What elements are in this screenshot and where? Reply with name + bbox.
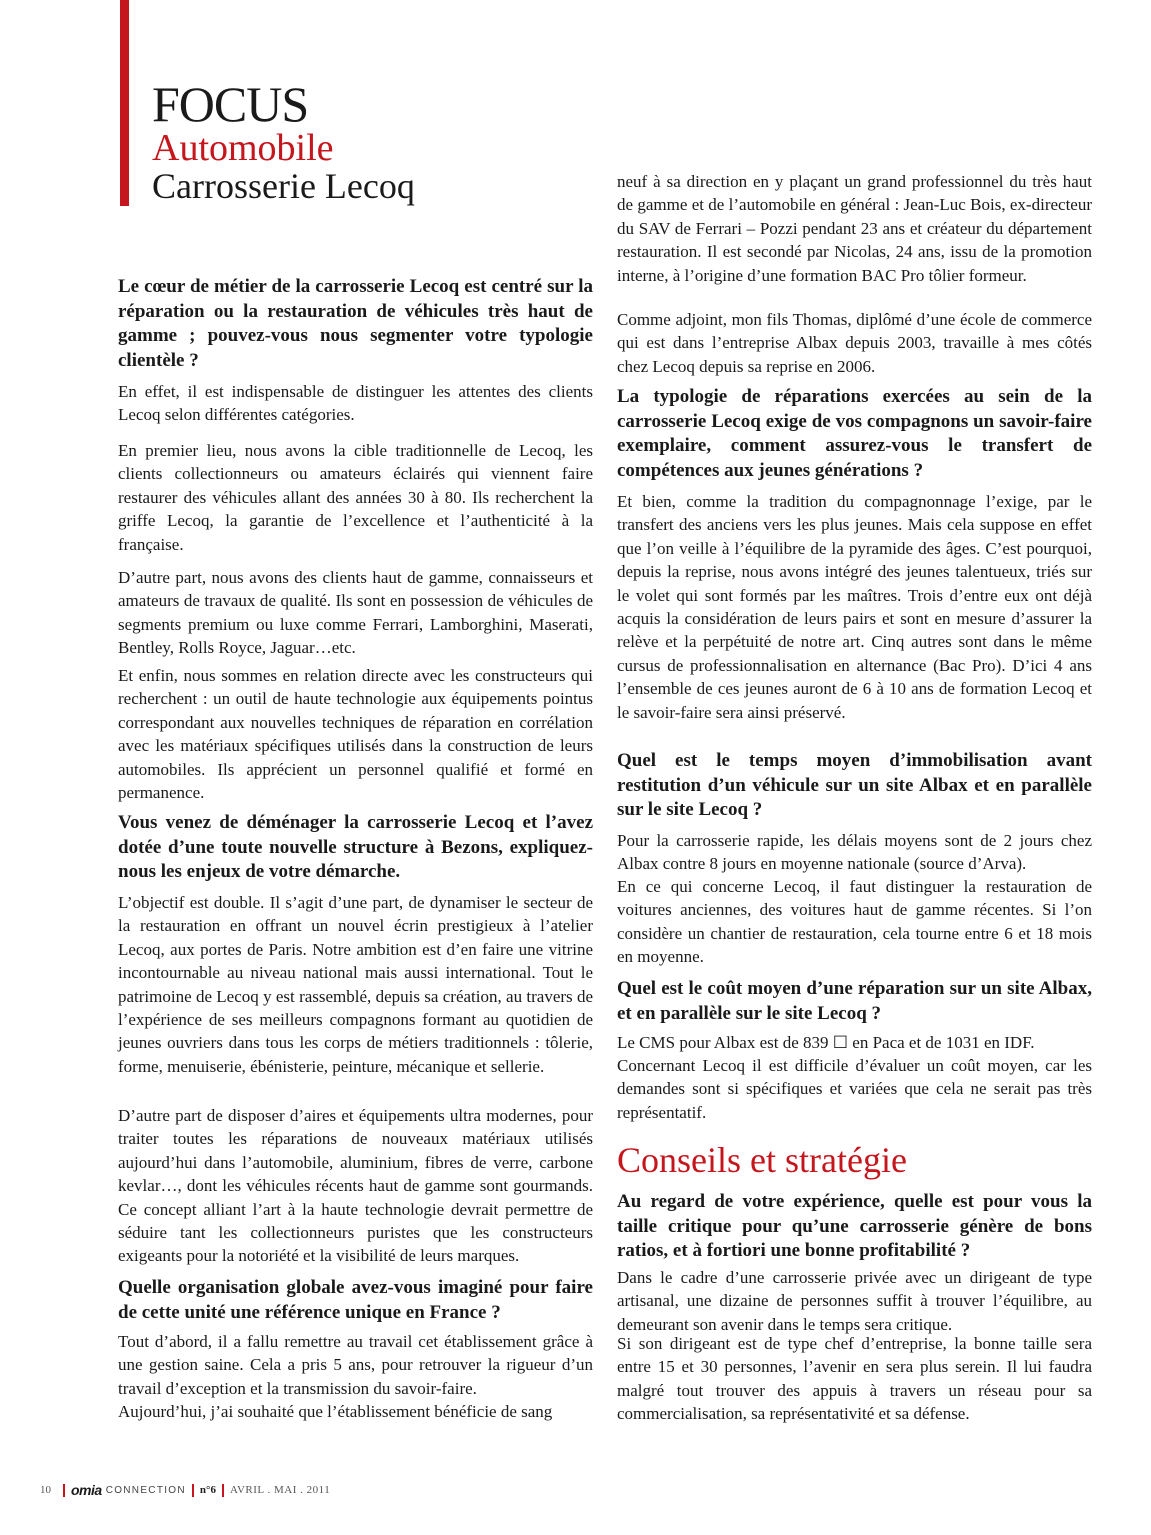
paragraph: En premier lieu, nous avons la cible traditionnelle de Lecoq, les clients collectionneurs ou amateurs éclairés qui viennent faire restaurer des véhicules allant des années 30 à 80. Ils recherchent la griffe Lecoq, la garantie de l’excellence et l’authenticité à la française. [118, 441, 593, 554]
paragraph: neuf à sa direction en y plaçant un grand professionnel du très haut de gamme et de l’automobile en général : Jean-Luc Bois, ex-directeur du SAV de Ferrari – Pozzi pendant 23 ans et créateur du département restauration. Il est secondé par Nicolas, 24 ans, issu de la promotion interne, à l’origine d’une formation BAC Pro tôlier formeur. [617, 172, 1092, 285]
magazine-logo: omia [71, 1482, 102, 1498]
page-footer [40, 1480, 330, 1500]
company-title: Carrosserie Lecoq [152, 166, 415, 206]
magazine-name: CONNECTION [105, 1484, 186, 1496]
question-heading: La typologie de réparations exercées au sein de la carrosserie Lecoq exige de vos compagnons un savoir-faire exemplaire, comment assurez-vous le transfert de compétences aux jeunes générations ? [617, 386, 1092, 481]
issue-date: AVRIL . MAI . 2011 [229, 1484, 331, 1496]
issue-number: n°6 [199, 1484, 216, 1496]
paragraph: En ce qui concerne Lecoq, il faut distinguer la restauration de voitures anciennes, des voitures haut de gamme récentes. Si l’on considère un chantier de restauration, cela tourne entre 6 et 18 mois en moyenne. [617, 877, 1092, 967]
paragraph: Pour la carrosserie rapide, les délais moyens sont de 2 jours chez Albax contre 8 jours en moyenne nationale (source d’Arva). [617, 831, 1092, 874]
paragraph: D’autre part de disposer d’aires et équipements ultra modernes, pour traiter toutes les réparations de nouveaux matériaux utilisés aujourd’hui dans l’automobile, aluminium, fibres de verre, carbone kevlar…, dont les véhicules récents haut de gamme sont gourmands. Ce concept alliant l’art à la haute technologie devrait permettre de séduire tant les collectionneurs puristes que les constructeurs exigeants pour la notoriété et la visibilité de leurs marques. [118, 1106, 593, 1266]
paragraph: Et bien, comme la tradition du compagnonnage l’exige, par le transfert des anciens vers les plus jeunes. Mais cela suppose en effet que l’on veille à l’équilibre de la pyramide des âges. C’est pourquoi, depuis la reprise, nous avons intégré des jeunes talentueux, triés sur le volet qui sont formés par les maîtres. Trois d’entre eux ont déjà acquis la considération de leurs pairs et sont en mesure d’assurer la relève et la perpétuité de notre art. Cinq autres sont dans le même cursus de professionnalisation en alternance (Bac Pro). D’ici 4 ans l’ensemble de ces jeunes auront de 6 à 10 ans de formation Lecoq et le savoir-faire sera ainsi préservé. [617, 492, 1092, 722]
question-heading: Le cœur de métier de la carrosserie Lecoq est centré sur la réparation ou la restauration de véhicules très haut de gamme ; pouvez-vous nous segmenter votre typologie clientèle ? [118, 276, 593, 371]
paragraph: En effet, il est indispensable de distinguer les attentes des clients Lecoq selon différentes catégories. [118, 382, 593, 425]
paragraph: Concernant Lecoq il est difficile d’évaluer un coût moyen, car les demandes sont si spécifiques et variées que cela ne serait pas très représentatif. [617, 1056, 1092, 1122]
paragraph: L’objectif est double. Il s’agit d’une part, de dynamiser le secteur de la restauration en offrant un nouvel écrin prestigieux à l’atelier Lecoq, aux portes de Paris. Notre ambition est d’en faire une vitrine incontournable au niveau national mais aussi international. Tout le patrimoine de Lecoq y est rassemblé, depuis sa création, au travers de l’expérience de ses meilleurs compagnons formant au quotidien de jeunes ouvriers dans tous les corps de métiers traditionnels : tôlerie, forme, menuiserie, ébénisterie, peinture, mécanique et sellerie. [118, 893, 593, 1076]
category-title: Automobile [152, 127, 334, 169]
footer-divider [63, 1484, 65, 1497]
section-title: Conseils et stratégie [617, 1140, 907, 1180]
paragraph: Le CMS pour Albax est de 839 ☐ en Paca et de 1031 en IDF. [617, 1033, 1035, 1052]
paragraph: Tout d’abord, il a fallu remettre au travail cet établissement grâce à une gestion saine. Cela a pris 5 ans, pour retrouver la rigueur d’un travail d’exception et la transmission du savoir-faire. [118, 1332, 593, 1398]
paragraph: Si son dirigeant est de type chef d’entreprise, la bonne taille sera entre 15 et 30 personnes, l’avenir en sera plus serein. Il lui faudra malgré tout trouver des appuis à travers un réseau pour sa commercialisation, sa représentativité et sa défense. [617, 1334, 1092, 1424]
paragraph: Aujourd’hui, j’ai souhaité que l’établissement bénéficie de sang [118, 1402, 553, 1421]
paragraph: Et enfin, nous sommes en relation directe avec les constructeurs qui recherchent : un outil de haute technologie aux équipements pointus correspondant aux nouvelles techniques de réparation en corrélation avec les matériaux spécifiques utilisés dans la construction de leurs automobiles. Ils apprécient un personnel qualifié et formé en permanence. [118, 666, 593, 803]
question-heading: Au regard de votre expérience, quelle est pour vous la taille critique pour qu’une carrosserie génère de bons ratios, et à fortiori une bonne profitabilité ? [617, 1191, 1092, 1261]
question-heading: Vous venez de déménager la carrosserie Lecoq et l’avez dotée d’une toute nouvelle structure à Bezons, expliquez-nous les enjeux de votre démarche. [118, 812, 593, 882]
question-heading: Quelle organisation globale avez-vous imaginé pour faire de cette unité une référence unique en France ? [118, 1277, 593, 1323]
accent-bar [120, 0, 129, 206]
footer-divider [192, 1484, 194, 1497]
section-label: FOCUS [152, 76, 309, 132]
question-heading: Quel est le coût moyen d’une réparation sur un site Albax, et en parallèle sur le site Lecoq ? [617, 978, 1092, 1024]
masthead [152, 76, 592, 206]
page-number: 10 [40, 1484, 51, 1496]
paragraph: D’autre part, nous avons des clients haut de gamme, connaisseurs et amateurs de travaux de qualité. Ils sont en possession de véhicules de segments premium ou luxe comme Ferrari, Lamborghini, Maserati, Bentley, Rolls Royce, Jaguar…etc. [118, 568, 593, 658]
question-heading: Quel est le temps moyen d’immobilisation avant restitution d’un véhicule sur un site Albax et en parallèle sur le site Lecoq ? [617, 750, 1092, 820]
footer-divider [222, 1484, 224, 1497]
paragraph: Dans le cadre d’une carrosserie privée avec un dirigeant de type artisanal, une dizaine de personnes suffit à trouver l’équilibre, au demeurant son avenir dans le temps sera critique. [617, 1268, 1092, 1334]
paragraph: Comme adjoint, mon fils Thomas, diplômé d’une école de commerce qui est dans l’entreprise Albax depuis 2003, travaille à mes côtés chez Lecoq depuis sa reprise en 2006. [617, 310, 1092, 376]
